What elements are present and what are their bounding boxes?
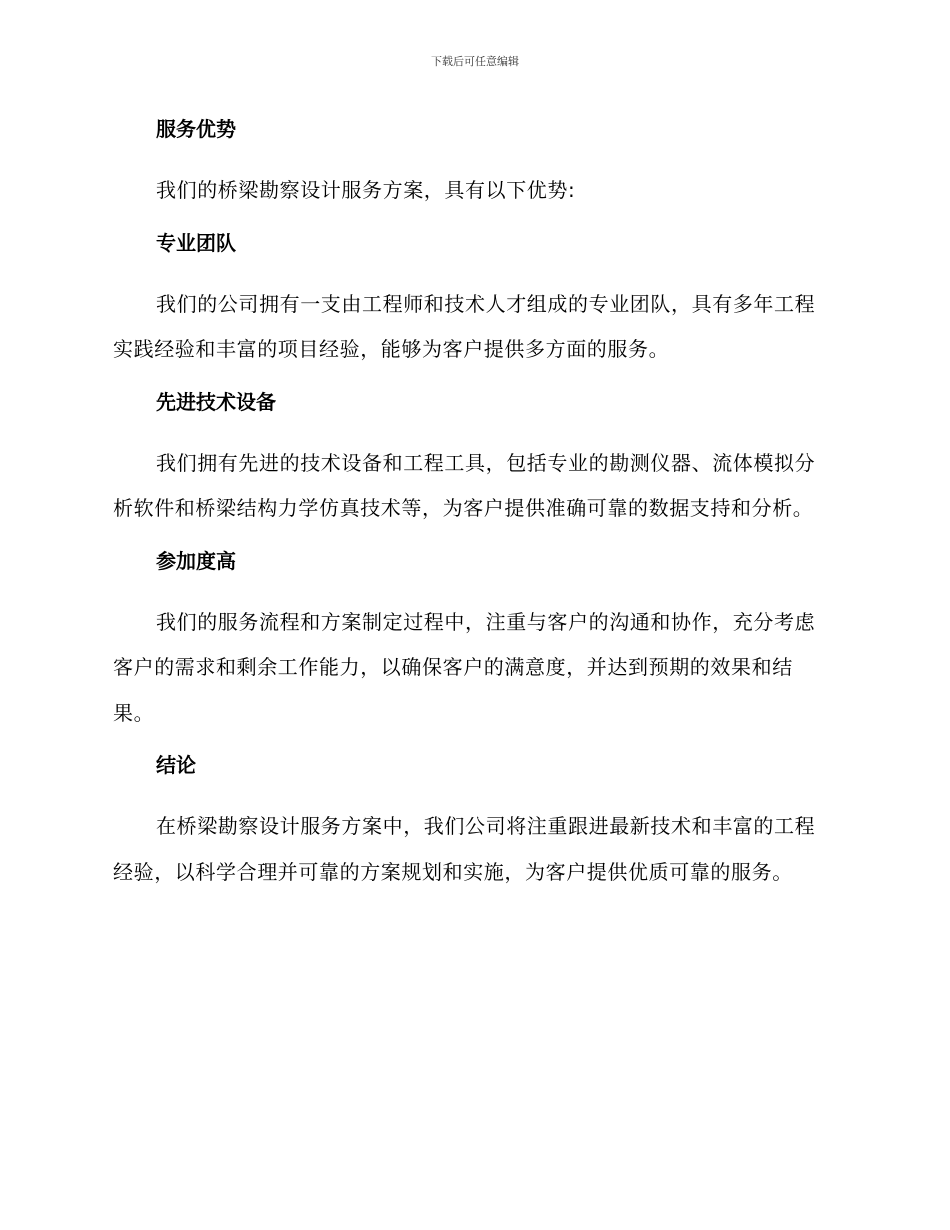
section-heading-high-participation: 参加度高 [156, 548, 236, 573]
section-heading-conclusion: 结论 [156, 753, 196, 777]
section-paragraph-conclusion: 在桥梁勘察设计服务方案中，我们公司将注重跟进最新技术和丰富的工程经验，以科学合理并可靠的方案规划和实施，为客户提供优质可靠的服务。 [113, 814, 816, 884]
header-note: 下载后可任意编辑 [431, 55, 519, 68]
section-heading-service-advantages: 服务优势 [156, 117, 236, 141]
section-paragraph-professional-team: 我们的公司拥有一支由工程师和技术人才组成的专业团队，具有多年工程实践经验和丰富的项目经验，能够为客户提供多方面的服务。 [113, 291, 816, 361]
section-heading-advanced-equipment: 先进技术设备 [156, 389, 276, 414]
section-paragraph-service-advantages: 我们的桥梁勘察设计服务方案，具有以下优势: [156, 178, 576, 202]
section-paragraph-advanced-equipment: 我们拥有先进的技术设备和工程工具，包括专业的勘测仪器、流体模拟分析软件和桥梁结构力学仿真技术等，为客户提供准确可靠的数据支持和分析。 [113, 450, 816, 520]
section-paragraph-high-participation: 我们的服务流程和方案制定过程中，注重与客户的沟通和协作，充分考虑客户的需求和剩余工作能力，以确保客户的满意度，并达到预期的效果和结果。 [113, 609, 816, 725]
section-heading-professional-team: 专业团队 [156, 230, 236, 255]
document-body [113, 112, 833, 895]
